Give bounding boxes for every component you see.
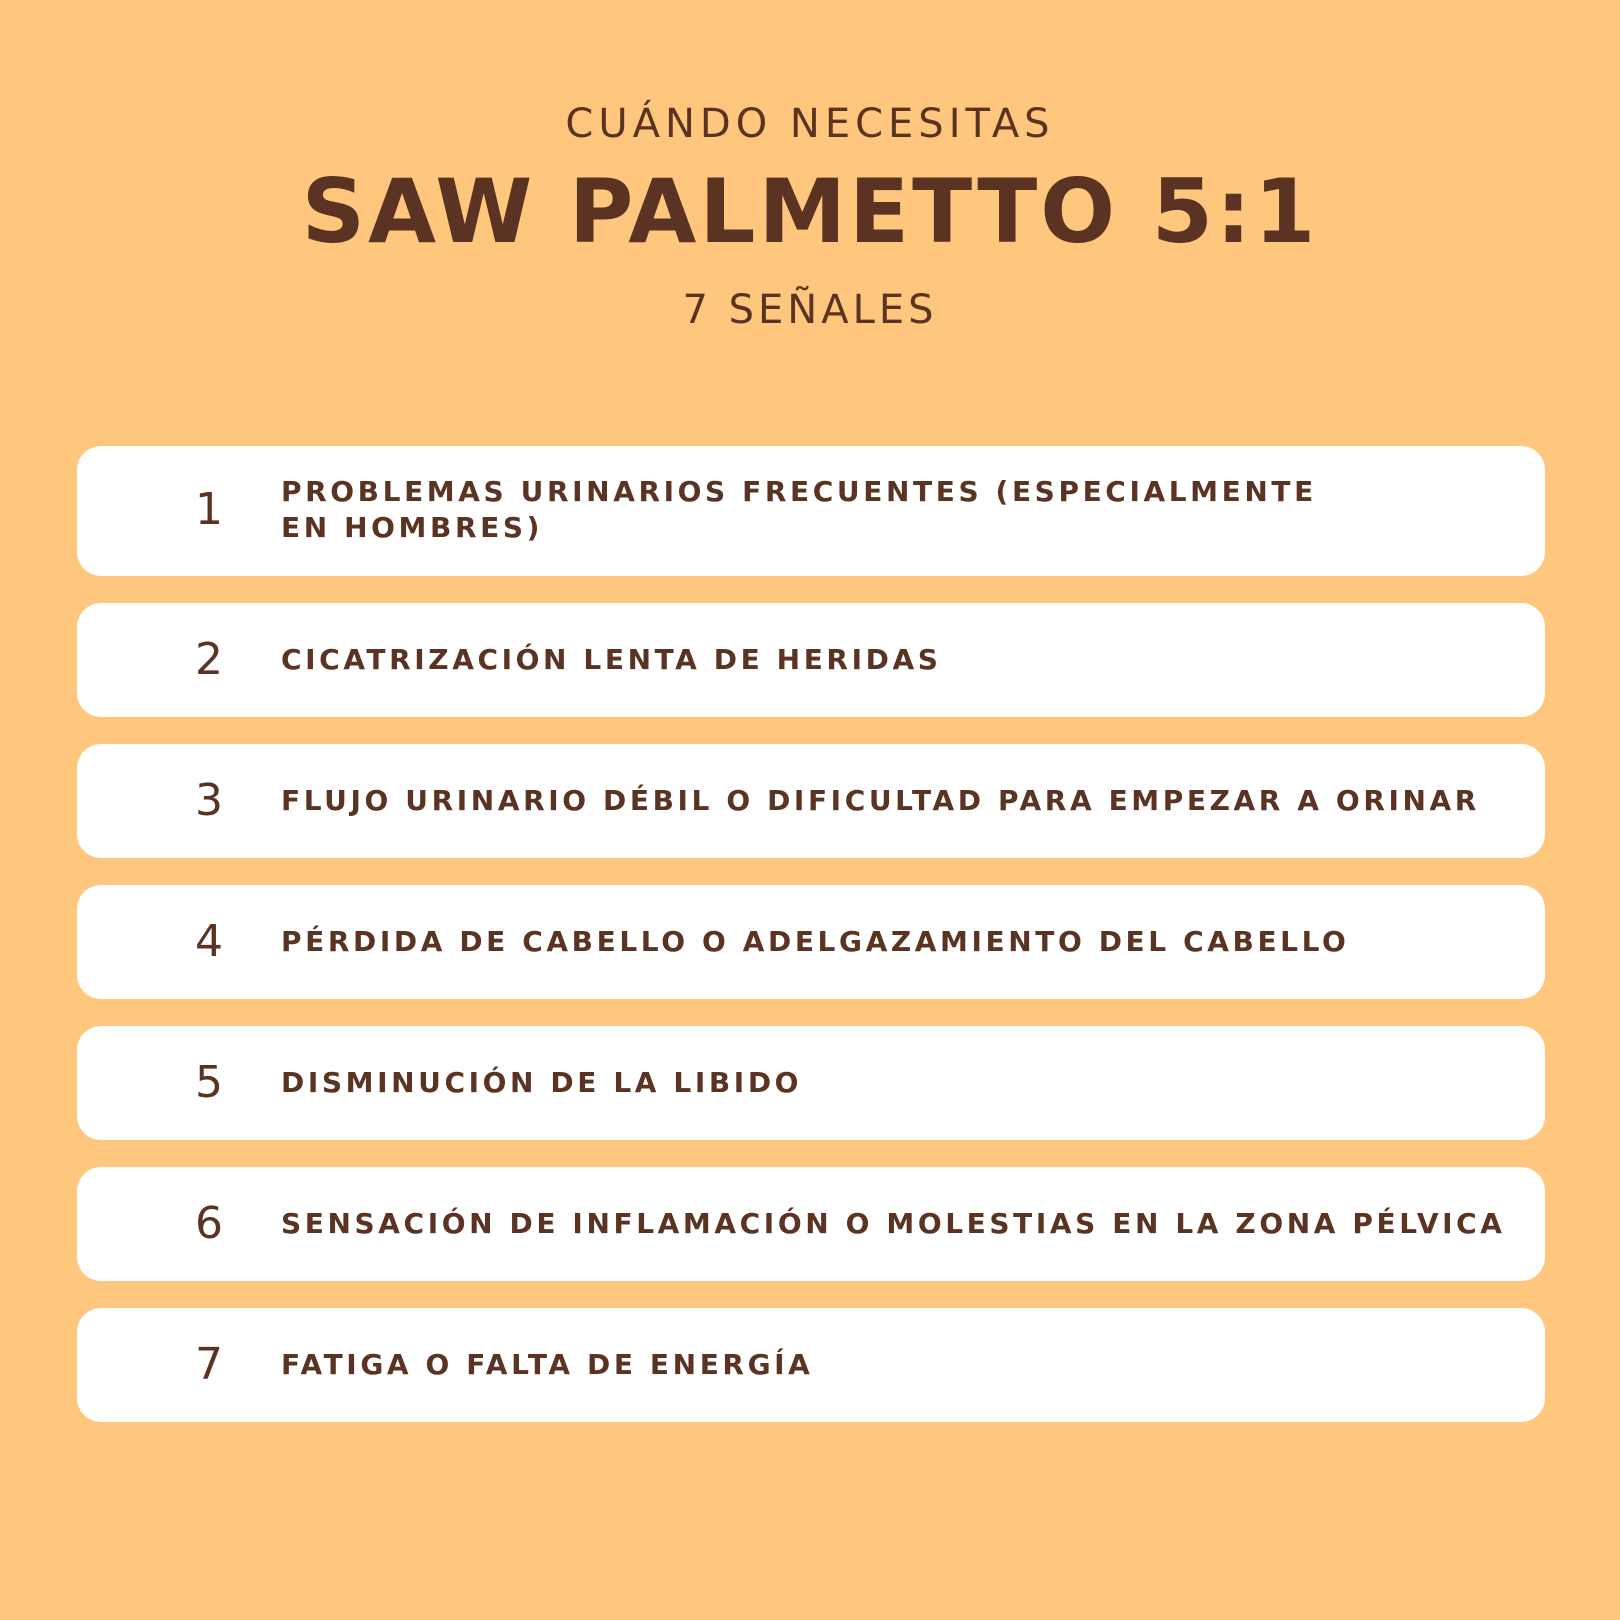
- item-text: SENSACIÓN DE INFLAMACIÓN O MOLESTIAS EN LA ZONA PÉLVICA: [281, 1207, 1506, 1240]
- list-item: [77, 1167, 1545, 1281]
- item-text-line: EN HOMBRES): [281, 511, 544, 544]
- list-item: [77, 1308, 1545, 1422]
- item-text: FLUJO URINARIO DÉBIL O DIFICULTAD PARA EMPEZAR A ORINAR: [281, 784, 1480, 817]
- item-number: 4: [195, 916, 223, 967]
- item-text: FATIGA O FALTA DE ENERGÍA: [281, 1348, 814, 1381]
- page-title: SAW PALMETTO 5:1: [301, 160, 1319, 263]
- item-text: DISMINUCIÓN DE LA LIBIDO: [281, 1066, 803, 1099]
- page-subtitle: 7 SEÑALES: [682, 287, 938, 333]
- list-item: [77, 603, 1545, 717]
- eyebrow-text: CUÁNDO NECESITAS: [565, 101, 1055, 147]
- list-item: [77, 1026, 1545, 1140]
- item-number: 1: [195, 484, 223, 535]
- item-text-line: PROBLEMAS URINARIOS FRECUENTES (ESPECIALMENTE: [281, 475, 1317, 508]
- list-item: [77, 446, 1545, 576]
- item-text: CICATRIZACIÓN LENTA DE HERIDAS: [281, 643, 942, 676]
- item-number: 6: [195, 1198, 223, 1249]
- list-item: [77, 885, 1545, 999]
- item-text: PÉRDIDA DE CABELLO O ADELGAZAMIENTO DEL CABELLO: [281, 925, 1350, 958]
- item-number: 5: [195, 1057, 223, 1108]
- item-number: 7: [195, 1339, 223, 1390]
- item-number: 2: [195, 634, 223, 685]
- item-number: 3: [195, 775, 223, 826]
- item-text: [281, 474, 1521, 546]
- list-item: [77, 744, 1545, 858]
